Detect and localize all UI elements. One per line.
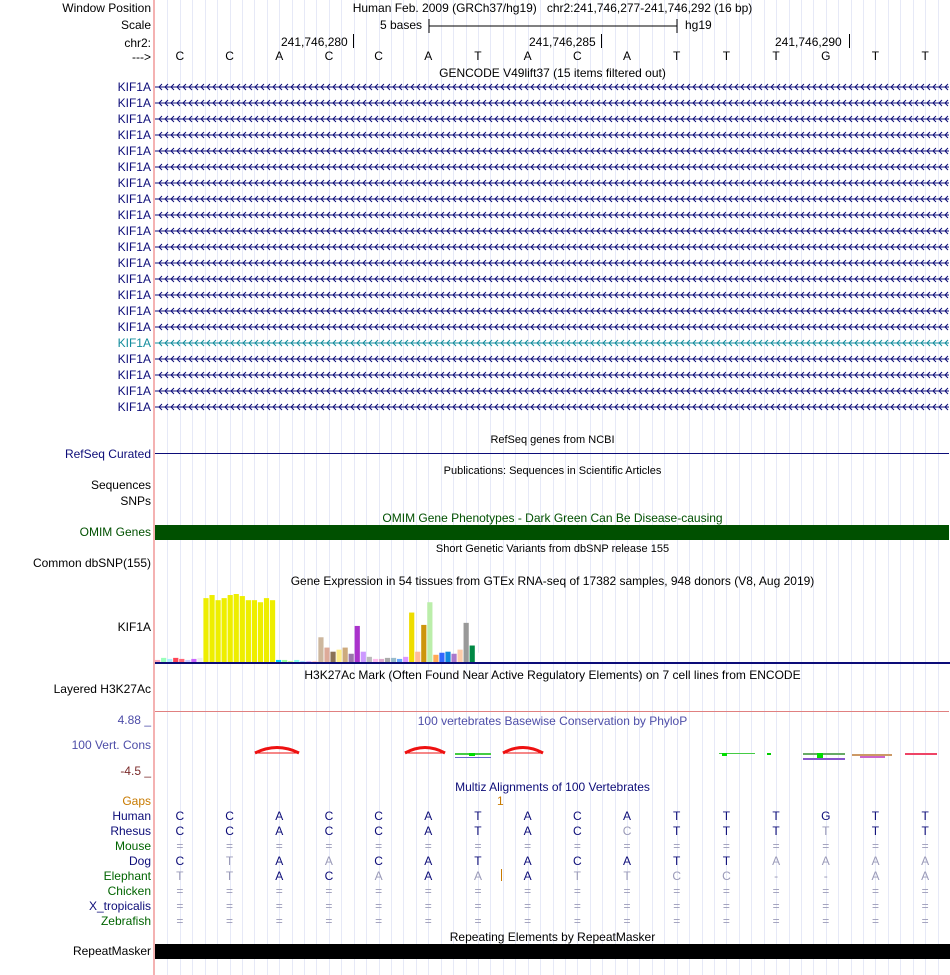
aligned-base: C <box>175 809 185 823</box>
gtex-bar[interactable] <box>276 660 281 662</box>
gtex-bar[interactable] <box>252 600 257 662</box>
base-letter: T <box>772 49 780 63</box>
aligned-base: A <box>921 869 930 883</box>
aligned-base: = <box>822 914 830 928</box>
aligned-base: A <box>921 854 930 868</box>
aligned-base: = <box>474 884 482 898</box>
aligned-base: = <box>275 914 283 928</box>
gtex-bar[interactable] <box>197 658 202 662</box>
gene-line[interactable] <box>155 146 949 156</box>
repeatmasker-track-label[interactable]: RepeatMasker <box>72 944 151 958</box>
aligned-base: - <box>774 869 779 883</box>
base-letter: T <box>871 49 880 63</box>
aligned-base: T <box>772 809 780 823</box>
gene-line[interactable] <box>155 210 949 220</box>
gencode-title: GENCODE V49lift37 (15 items filtered out) <box>439 66 666 80</box>
gene-label[interactable]: KIF1A <box>117 192 151 206</box>
base-letter: C <box>374 49 383 63</box>
gtex-bar[interactable] <box>318 637 323 662</box>
gtex-bar[interactable] <box>367 657 372 662</box>
aligned-base: = <box>722 899 730 913</box>
gene-label[interactable]: KIF1A <box>117 240 151 254</box>
aligned-base: A <box>871 854 880 868</box>
aligned-base: = <box>871 839 879 853</box>
aligned-base: A <box>424 869 433 883</box>
scale-label: Scale <box>120 18 151 32</box>
gtex-bar[interactable] <box>433 655 438 662</box>
gene-line[interactable] <box>155 114 949 124</box>
aligned-base: T <box>573 869 582 883</box>
aligned-base: C <box>672 869 682 883</box>
aligned-base: = <box>722 839 730 853</box>
aligned-base: C <box>225 809 234 823</box>
gene-line[interactable] <box>155 178 949 188</box>
gene-label[interactable]: KIF1A <box>117 352 151 366</box>
aligned-base: = <box>474 839 482 853</box>
species-label[interactable]: Elephant <box>103 869 151 883</box>
gtex-bar[interactable] <box>451 654 456 662</box>
gtex-bar[interactable] <box>464 623 469 662</box>
chrom-label: chr2: <box>124 36 151 50</box>
aligned-base: = <box>424 884 432 898</box>
aligned-base: C <box>374 824 383 838</box>
refseq-track-label[interactable]: RefSeq Curated <box>64 447 151 461</box>
aligned-base: A <box>623 854 632 868</box>
gtex-bar[interactable] <box>258 602 263 662</box>
gtex-bar[interactable] <box>397 659 402 662</box>
species-label[interactable]: Dog <box>128 854 151 868</box>
aligned-base: = <box>424 914 432 928</box>
gene-line[interactable] <box>155 322 949 332</box>
gene-label[interactable]: KIF1A <box>117 208 151 222</box>
aligned-base: C <box>722 869 731 883</box>
aligned-base: T <box>921 809 929 823</box>
aligned-base: = <box>573 914 581 928</box>
aligned-base: = <box>822 899 830 913</box>
aligned-base: C <box>175 854 185 868</box>
snps-label[interactable]: SNPs <box>120 494 151 508</box>
aligned-base: = <box>871 914 879 928</box>
aligned-base: = <box>623 884 631 898</box>
aligned-base: A <box>523 854 532 868</box>
aligned-base: = <box>325 914 333 928</box>
window-position-label: Window Position <box>62 1 151 15</box>
gtex-bar[interactable] <box>240 596 245 662</box>
phylop-plot[interactable] <box>155 740 950 770</box>
aligned-base: = <box>524 914 532 928</box>
gene-label[interactable]: KIF1A <box>117 224 151 238</box>
multiz-title: Multiz Alignments of 100 Vertebrates <box>455 780 650 794</box>
gtex-bar-chart[interactable] <box>155 588 950 668</box>
omim-track-label[interactable]: OMIM Genes <box>79 525 151 539</box>
aligned-base: A <box>275 869 284 883</box>
aligned-base: T <box>225 869 234 883</box>
window-position <box>155 1 950 15</box>
phylop-min-label: -4.5 _ <box>120 764 151 778</box>
species-label[interactable]: Rhesus <box>110 824 151 838</box>
gtex-bar[interactable] <box>234 594 239 662</box>
aligned-base: G <box>821 809 831 823</box>
aligned-base: = <box>623 914 631 928</box>
gaps-label: Gaps <box>122 794 151 808</box>
aligned-base: A <box>275 824 284 838</box>
gene-label[interactable]: KIF1A <box>117 368 151 382</box>
phylop-title: 100 vertebrates Basewise Conservation by PhyloP <box>417 714 688 728</box>
gtex-bar[interactable] <box>427 602 432 662</box>
phylop-max-label: 4.88 _ <box>117 713 151 727</box>
aligned-base: C <box>324 869 334 883</box>
gtex-bar[interactable] <box>373 659 378 662</box>
gtex-bar[interactable] <box>415 652 420 662</box>
aligned-base: = <box>226 914 234 928</box>
base-letter: A <box>424 49 433 63</box>
ruler-tick-3: 241,746,290 <box>775 35 842 49</box>
base-letter: A <box>523 49 532 63</box>
gtex-bar[interactable] <box>282 660 287 662</box>
aligned-base: = <box>176 884 184 898</box>
aligned-base: T <box>623 869 631 883</box>
aligned-base: A <box>821 854 830 868</box>
sequences-label[interactable]: Sequences <box>90 478 151 492</box>
gtex-bar[interactable] <box>312 661 317 662</box>
gtex-bar[interactable] <box>185 660 190 662</box>
base-letter: C <box>225 49 234 63</box>
aligned-base: A <box>523 869 532 883</box>
gtex-bar[interactable] <box>155 660 160 662</box>
gtex-bar[interactable] <box>476 653 481 662</box>
assembly-name: Human Feb. 2009 (GRCh37/hg19) <box>352 1 537 15</box>
aligned-base: = <box>673 884 681 898</box>
aligned-base: = <box>921 884 929 898</box>
strand-arrow-label: ---> <box>132 50 151 64</box>
aligned-base: T <box>673 809 681 823</box>
gtex-track-label[interactable]: KIF1A <box>117 620 151 634</box>
aligned-base: = <box>673 899 681 913</box>
gtex-bar[interactable] <box>445 652 450 662</box>
refseq-title: RefSeq genes from NCBI <box>490 434 615 446</box>
gtex-bar[interactable] <box>470 646 475 662</box>
aligned-base: C <box>573 809 582 823</box>
ruler-tick-mark <box>353 34 354 48</box>
omim-bar[interactable] <box>155 525 949 540</box>
gtex-bar[interactable] <box>294 660 299 662</box>
aligned-base: = <box>375 899 383 913</box>
aligned-base: = <box>176 914 184 928</box>
aligned-base: - <box>823 869 828 883</box>
gtex-bar[interactable] <box>222 598 227 662</box>
aligned-base: T <box>176 869 184 883</box>
ruler-tick-2: 241,746,285 <box>529 35 596 49</box>
aligned-base: C <box>175 824 185 838</box>
aligned-base: = <box>573 899 581 913</box>
aligned-base: = <box>673 914 681 928</box>
aligned-base: = <box>573 884 581 898</box>
aligned-base: = <box>176 839 184 853</box>
base-letter: C <box>175 49 185 63</box>
gene-line[interactable] <box>155 354 949 364</box>
aligned-base: = <box>871 884 879 898</box>
aligned-base: = <box>722 914 730 928</box>
gene-line[interactable] <box>155 258 949 268</box>
aligned-base: = <box>772 899 780 913</box>
gtex-bar[interactable] <box>179 659 184 662</box>
base-letter: T <box>474 49 482 63</box>
aligned-base: T <box>722 854 731 868</box>
gtex-bar[interactable] <box>379 659 384 662</box>
gene-line[interactable] <box>155 130 949 140</box>
h3k27ac-title: H3K27Ac Mark (Often Found Near Active Regulatory Elements) on 7 cell lines from ENCODE <box>304 668 801 682</box>
aligned-base: = <box>623 899 631 913</box>
aligned-base: C <box>374 809 383 823</box>
aligned-base: C <box>324 809 334 823</box>
gene-label[interactable]: KIF1A <box>117 320 151 334</box>
aligned-base: A <box>473 869 482 883</box>
aligned-base: C <box>324 824 334 838</box>
aligned-base: = <box>772 914 780 928</box>
aligned-base: C <box>225 824 234 838</box>
aligned-base: A <box>424 809 433 823</box>
aligned-base: C <box>573 854 582 868</box>
gtex-bar[interactable] <box>343 648 348 662</box>
aligned-base: = <box>325 899 333 913</box>
gtex-bar[interactable] <box>216 600 221 662</box>
gene-line[interactable] <box>155 82 949 92</box>
position-text: chr2:241,746,277-241,746,292 (16 bp) <box>546 1 753 15</box>
publications-title: Publications: Sequences in Scientific Articles <box>443 465 662 477</box>
aligned-base: C <box>573 824 582 838</box>
aligned-base: = <box>673 839 681 853</box>
aligned-base: T <box>673 854 681 868</box>
aligned-base: T <box>772 824 780 838</box>
aligned-base: = <box>474 914 482 928</box>
gap-marker: 1 <box>497 794 504 808</box>
gene-label[interactable]: KIF1A <box>117 128 151 142</box>
base-letter: C <box>324 49 334 63</box>
aligned-base: A <box>275 854 284 868</box>
base-letter: A <box>275 49 284 63</box>
ruler-tick-1: 241,746,280 <box>281 35 348 49</box>
base-letter: T <box>673 49 681 63</box>
aligned-base: T <box>871 809 880 823</box>
gtex-bar[interactable] <box>264 598 269 662</box>
gtex-bar[interactable] <box>439 653 444 662</box>
aligned-base: = <box>474 899 482 913</box>
repeatmasker-title: Repeating Elements by RepeatMasker <box>449 930 656 944</box>
gtex-bar[interactable] <box>228 595 233 662</box>
gene-label[interactable]: KIF1A <box>117 272 151 286</box>
gtex-bar[interactable] <box>161 658 166 662</box>
aligned-base: = <box>424 899 432 913</box>
aligned-base: = <box>424 839 432 853</box>
gtex-bar[interactable] <box>191 659 196 662</box>
aligned-base: T <box>474 824 482 838</box>
gtex-bar[interactable] <box>324 648 329 662</box>
aligned-base: T <box>822 824 830 838</box>
aligned-base: C <box>374 854 383 868</box>
species-label[interactable]: Zebrafish <box>100 914 151 928</box>
aligned-base: = <box>375 884 383 898</box>
base-letter: G <box>821 49 831 63</box>
gene-line[interactable] <box>155 370 949 380</box>
aligned-base: = <box>375 839 383 853</box>
gene-label[interactable]: KIF1A <box>117 160 151 174</box>
phylop-track-label[interactable]: 100 Vert. Cons <box>71 738 151 752</box>
gtex-bar[interactable] <box>337 650 342 662</box>
aligned-base: = <box>226 884 234 898</box>
aligned-base: T <box>225 854 234 868</box>
aligned-base: = <box>921 839 929 853</box>
gtex-bar[interactable] <box>306 661 311 662</box>
aligned-base: T <box>673 824 681 838</box>
aligned-base: = <box>623 839 631 853</box>
gtex-bar[interactable] <box>288 661 293 662</box>
aligned-base: = <box>325 839 333 853</box>
aligned-base: A <box>523 824 532 838</box>
aligned-base: A <box>424 824 433 838</box>
gtex-bar[interactable] <box>246 600 251 662</box>
aligned-base: = <box>772 839 780 853</box>
gene-line[interactable] <box>155 98 949 108</box>
gene-line[interactable] <box>155 194 949 204</box>
gene-label[interactable]: KIF1A <box>117 112 151 126</box>
aligned-base: = <box>822 839 830 853</box>
base-letter: C <box>573 49 582 63</box>
aligned-base: T <box>871 824 880 838</box>
aligned-base: = <box>524 839 532 853</box>
aligned-base: A <box>871 869 880 883</box>
gene-line[interactable] <box>155 386 949 396</box>
ruler-tick-mark <box>601 34 602 48</box>
ruler-tick-mark <box>849 34 850 48</box>
gene-label[interactable]: KIF1A <box>117 304 151 318</box>
gene-line[interactable] <box>155 306 949 316</box>
gene-label[interactable]: KIF1A <box>117 256 151 270</box>
gene-label[interactable]: KIF1A <box>117 80 151 94</box>
gene-label[interactable]: KIF1A <box>117 336 151 350</box>
elephant-insertion-mark <box>501 869 502 881</box>
gtex-bar[interactable] <box>385 658 390 662</box>
gtex-bar[interactable] <box>458 650 463 662</box>
scale-bar <box>425 17 685 35</box>
gene-label[interactable]: KIF1A <box>117 288 151 302</box>
aligned-base: = <box>871 899 879 913</box>
refseq-gene-line[interactable] <box>155 453 949 454</box>
aligned-base: A <box>623 809 632 823</box>
aligned-base: T <box>722 824 731 838</box>
species-label[interactable]: Human <box>112 809 151 823</box>
gene-label[interactable]: KIF1A <box>117 96 151 110</box>
scale-db: hg19 <box>685 18 712 32</box>
aligned-base: A <box>275 809 284 823</box>
gtex-bar[interactable] <box>270 600 275 662</box>
aligned-base: = <box>275 899 283 913</box>
aligned-base: = <box>275 839 283 853</box>
gtex-bar[interactable] <box>330 652 335 662</box>
species-label[interactable]: X_tropicalis <box>88 899 151 913</box>
gtex-title: Gene Expression in 54 tissues from GTEx RNA-seq of 17382 samples, 948 donors (V8, Aug 2019) <box>290 574 815 588</box>
aligned-base: = <box>822 884 830 898</box>
gene-line[interactable] <box>155 242 949 252</box>
species-label[interactable]: Chicken <box>107 884 151 898</box>
omim-title: OMIM Gene Phenotypes - Dark Green Can Be Disease-causing <box>382 511 723 525</box>
aligned-base: = <box>921 899 929 913</box>
aligned-base: T <box>474 854 482 868</box>
aligned-base: = <box>275 884 283 898</box>
gtex-bar[interactable] <box>361 652 366 662</box>
gene-line[interactable] <box>155 226 949 236</box>
gene-line[interactable] <box>155 402 949 412</box>
aligned-base: = <box>573 839 581 853</box>
aligned-base: = <box>226 839 234 853</box>
aligned-base: A <box>374 869 383 883</box>
gtex-bar[interactable] <box>403 657 408 662</box>
aligned-base: A <box>523 809 532 823</box>
aligned-base: = <box>921 914 929 928</box>
gene-label[interactable]: KIF1A <box>117 400 151 414</box>
aligned-base: = <box>524 884 532 898</box>
aligned-base: = <box>524 899 532 913</box>
aligned-base: T <box>921 824 929 838</box>
gene-line[interactable] <box>155 290 949 300</box>
aligned-base: A <box>424 854 433 868</box>
h3k27ac-track-label[interactable]: Layered H3K27Ac <box>53 682 151 696</box>
aligned-base: T <box>474 809 482 823</box>
gene-line[interactable] <box>155 338 949 348</box>
track-image[interactable] <box>155 0 950 975</box>
track-labels <box>0 0 153 975</box>
repeatmasker-bar[interactable] <box>155 944 950 959</box>
aligned-base: = <box>226 899 234 913</box>
gtex-bar[interactable] <box>391 658 396 662</box>
aligned-base: = <box>176 899 184 913</box>
gtex-bar[interactable] <box>203 598 208 662</box>
gtex-bar[interactable] <box>173 658 178 662</box>
base-letter: T <box>722 49 731 63</box>
gene-label[interactable]: KIF1A <box>117 176 151 190</box>
aligned-base: A <box>324 854 333 868</box>
gtex-bar[interactable] <box>355 626 360 662</box>
gene-label[interactable]: KIF1A <box>117 384 151 398</box>
gtex-bar[interactable] <box>409 613 414 662</box>
gtex-bar[interactable] <box>349 654 354 662</box>
scale-text: 5 bases <box>380 18 423 32</box>
dbsnp-track-label[interactable]: Common dbSNP(155) <box>32 556 151 570</box>
gtex-bar[interactable] <box>209 595 214 662</box>
aligned-base: T <box>722 809 731 823</box>
aligned-base: C <box>622 824 632 838</box>
dbsnp-title: Short Genetic Variants from dbSNP release 155 <box>435 543 670 555</box>
aligned-base: = <box>772 884 780 898</box>
base-letter: A <box>623 49 632 63</box>
aligned-base: = <box>722 884 730 898</box>
gene-line[interactable] <box>155 162 949 172</box>
gene-line[interactable] <box>155 274 949 284</box>
gtex-bar[interactable] <box>167 659 172 662</box>
aligned-base: = <box>325 884 333 898</box>
h3k27ac-baseline <box>155 711 949 712</box>
aligned-base: A <box>772 854 781 868</box>
base-letter: T <box>921 49 929 63</box>
gtex-bar[interactable] <box>300 661 305 662</box>
species-label[interactable]: Mouse <box>114 839 151 853</box>
gtex-bar[interactable] <box>421 625 426 662</box>
gene-label[interactable]: KIF1A <box>117 144 151 158</box>
aligned-base: = <box>375 914 383 928</box>
